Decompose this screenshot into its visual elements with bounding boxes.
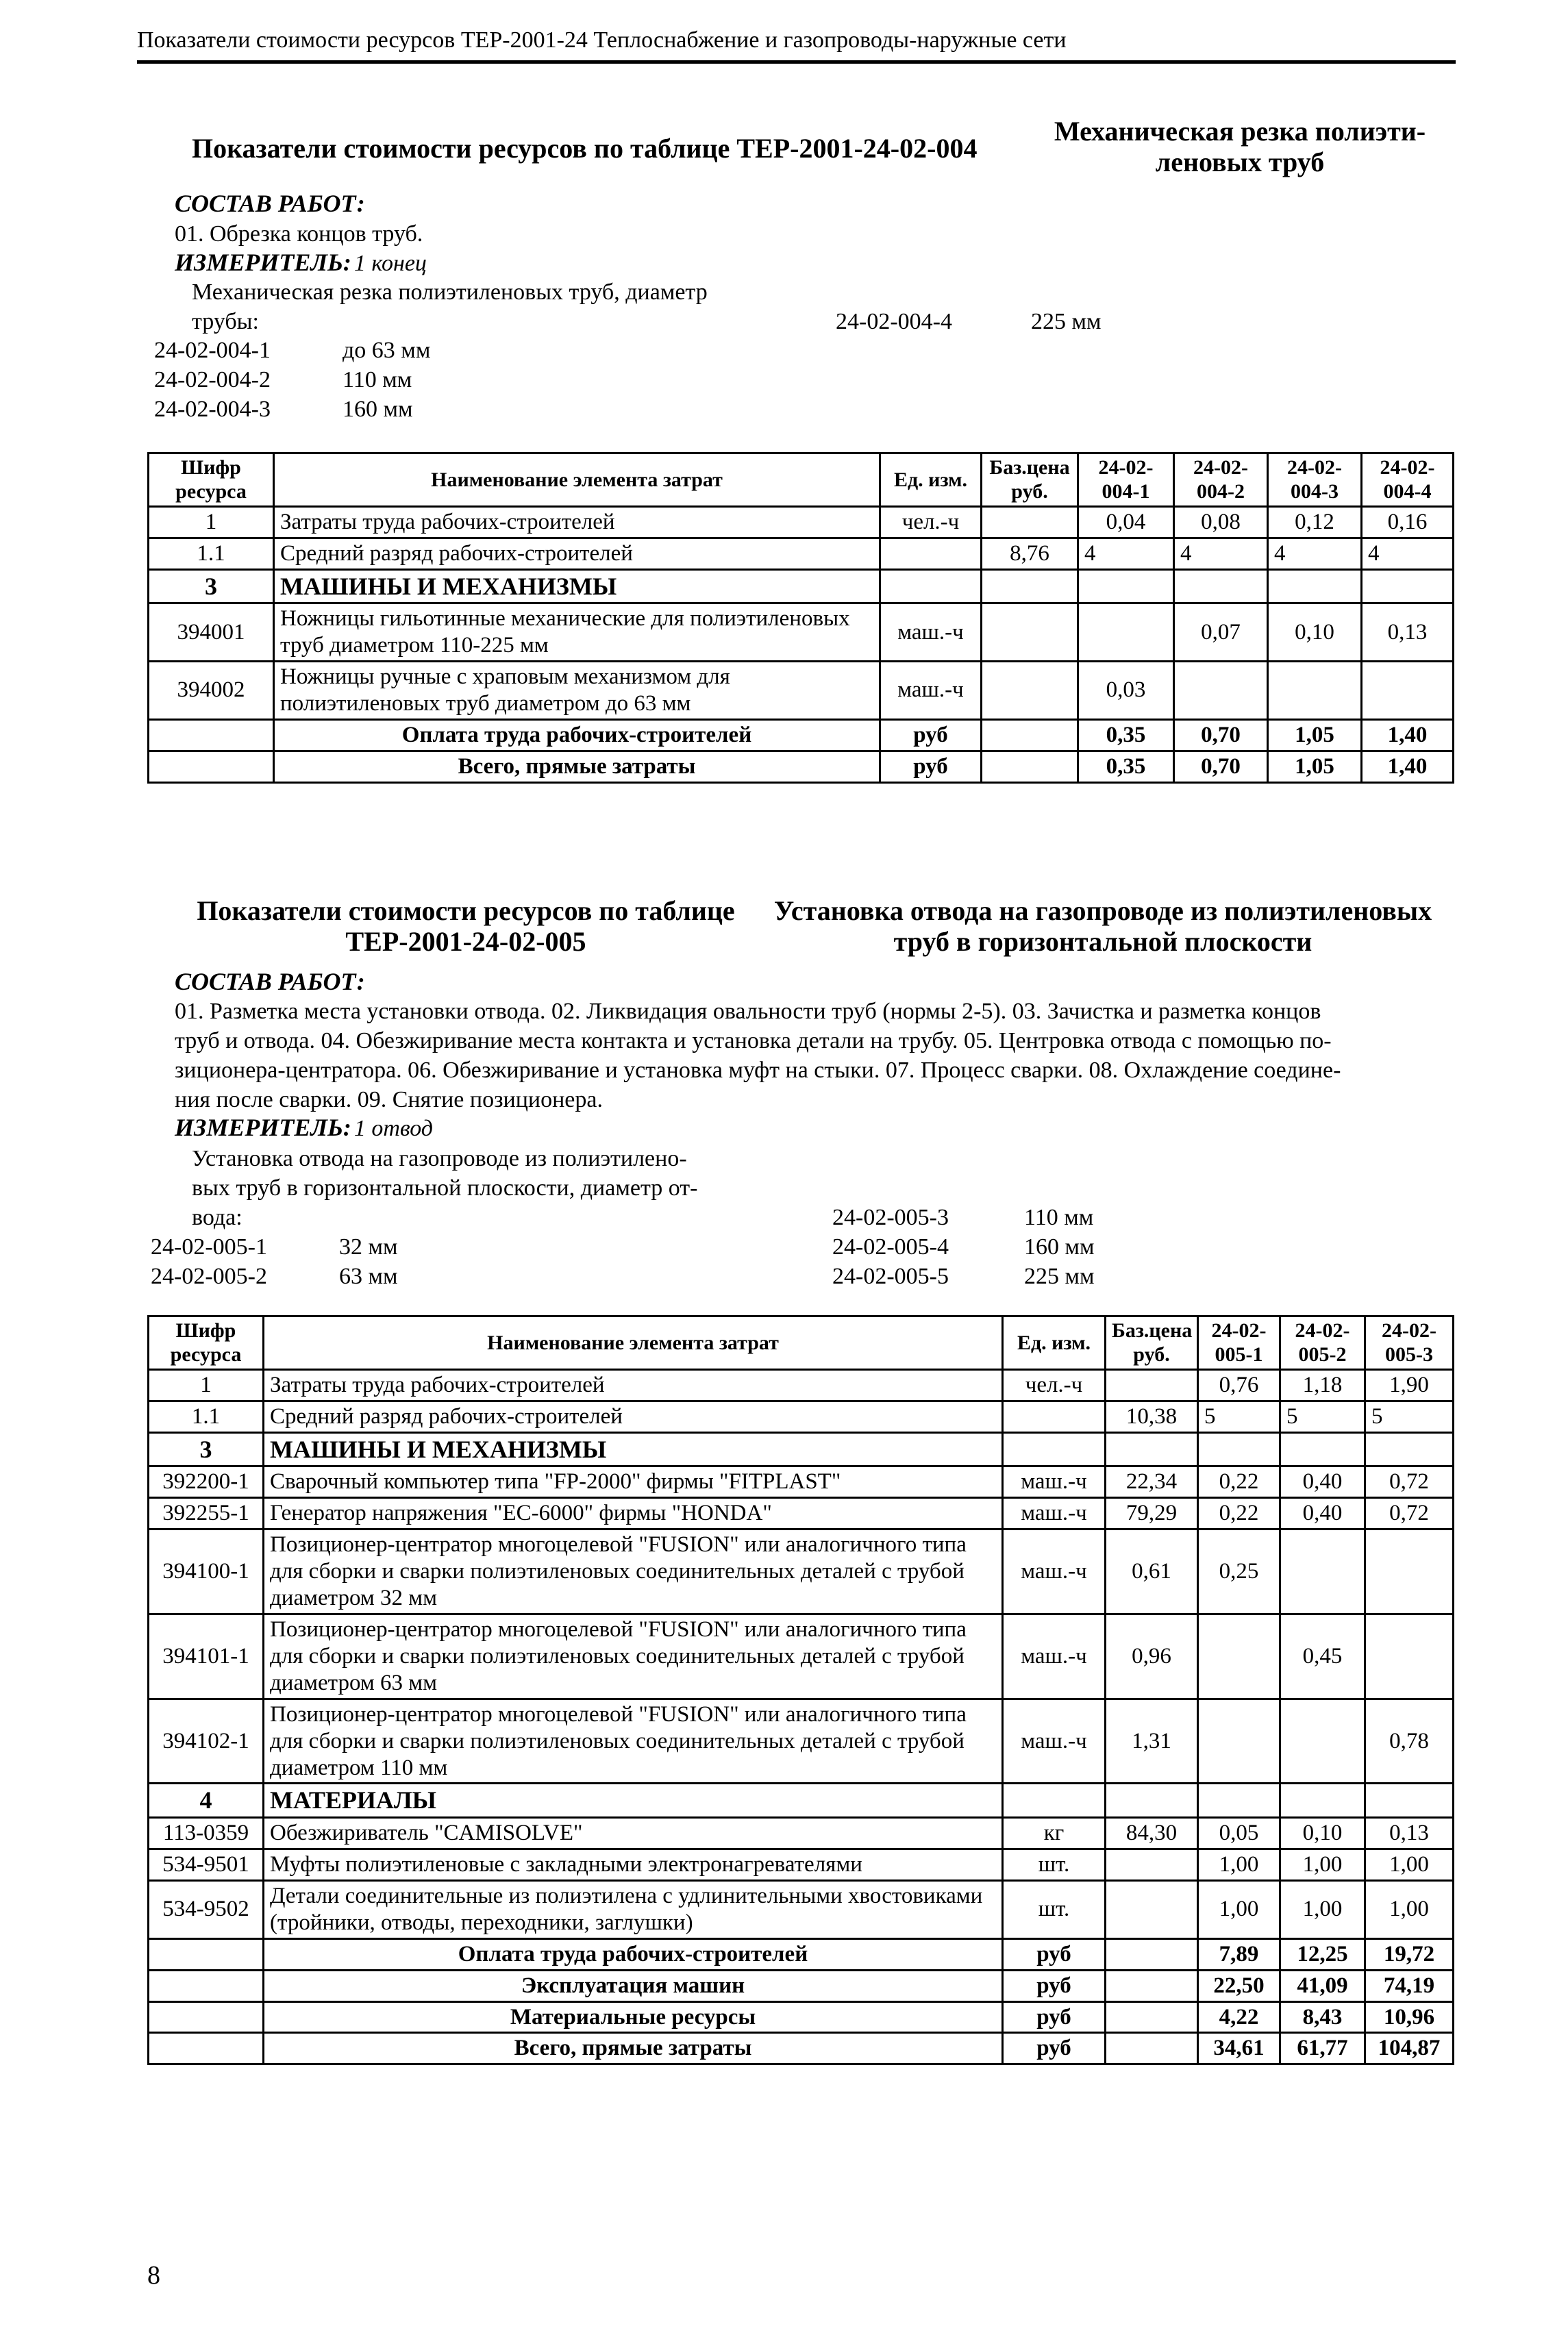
cell-value: 0,16 bbox=[1362, 506, 1454, 538]
section2-work-line2: труб и отвода. 04. Обезжиривание места контакта и установка детали на трубу. 05. Центровка отвода с помощью по- bbox=[175, 1028, 1332, 1053]
cell-code: 1 bbox=[149, 506, 274, 538]
section2-code-3-value: 110 мм bbox=[1024, 1205, 1094, 1230]
cell-price bbox=[1106, 2001, 1198, 2033]
cell-code: 3 bbox=[149, 1432, 264, 1466]
col-header-norm-2: 24-02-004-2 bbox=[1174, 453, 1268, 507]
running-header: Показатели стоимости ресурсов ТЕР-2001-24 Теплоснабжение и газопроводы-наружные сети bbox=[137, 27, 1067, 53]
section1-code-4: 24-02-004-4 bbox=[836, 309, 952, 334]
cell-name: Оплата труда рабочих-строителей bbox=[274, 719, 880, 751]
section2-cost-table bbox=[147, 1315, 1454, 2065]
cell-unit: руб bbox=[1003, 2033, 1106, 2064]
cell-price bbox=[1106, 2033, 1198, 2064]
cell-unit: руб bbox=[880, 751, 982, 782]
section2-work-label: СОСТАВ РАБОТ: bbox=[175, 968, 365, 995]
cell-value bbox=[1198, 1614, 1280, 1699]
cell-code: 392200-1 bbox=[149, 1466, 264, 1498]
cell-price bbox=[982, 751, 1078, 782]
cell-price bbox=[982, 506, 1078, 538]
cell-name: Эксплуатация машин bbox=[264, 1970, 1003, 2001]
col-header-unit: Ед. изм. bbox=[880, 453, 982, 507]
cell-unit bbox=[1003, 1432, 1106, 1466]
section1-meter-label: ИЗМЕРИТЕЛЬ: bbox=[175, 249, 351, 276]
col-header-norm-3: 24-02-005-3 bbox=[1365, 1316, 1454, 1370]
cell-value: 104,87 bbox=[1365, 2033, 1454, 2064]
cell-name: Позиционер-центратор многоцелевой "FUSION" или аналогичного типа для сборки и сварки полиэтиленовых соединительных деталей с трубой диаметром 32 мм bbox=[264, 1529, 1003, 1614]
section2-meter-label: ИЗМЕРИТЕЛЬ: bbox=[175, 1114, 351, 1141]
cell-unit: руб bbox=[1003, 1938, 1106, 1970]
cell-value: 0,72 bbox=[1365, 1466, 1454, 1498]
cell-name: Средний разряд рабочих-строителей bbox=[274, 538, 880, 569]
cell-price: 79,29 bbox=[1106, 1498, 1198, 1529]
cell-value: 0,05 bbox=[1198, 1817, 1280, 1849]
table-header-row bbox=[149, 1316, 1454, 1370]
cell-price bbox=[1106, 1970, 1198, 2001]
cell-value: 4,22 bbox=[1198, 2001, 1280, 2033]
section1-work-text: 01. Обрезка концов труб. bbox=[175, 221, 423, 247]
cell-value: 0,07 bbox=[1174, 603, 1268, 662]
cell-unit: маш.-ч bbox=[880, 662, 982, 720]
section2-desc-line1: Установка отвода на газопроводе из полиэтилено- bbox=[192, 1146, 687, 1171]
cell-name: Затраты труда рабочих-строителей bbox=[264, 1369, 1003, 1401]
cell-value: 1,18 bbox=[1280, 1369, 1365, 1401]
cell-value: 0,78 bbox=[1365, 1699, 1454, 1784]
cell-unit: маш.-ч bbox=[1003, 1529, 1106, 1614]
section1-meter-value: 1 конец bbox=[353, 251, 427, 276]
cell-value bbox=[1174, 662, 1268, 720]
cell-price: 8,76 bbox=[982, 538, 1078, 569]
cell-code bbox=[149, 1970, 264, 2001]
cell-unit bbox=[880, 569, 982, 603]
cell-value: 5 bbox=[1280, 1401, 1365, 1432]
table-row-category bbox=[149, 569, 1454, 603]
cell-value: 1,00 bbox=[1280, 1849, 1365, 1880]
cell-name: Средний разряд рабочих-строителей bbox=[264, 1401, 1003, 1432]
table-row bbox=[149, 1614, 1454, 1699]
cell-value bbox=[1174, 569, 1268, 603]
cell-value: 0,35 bbox=[1078, 751, 1174, 782]
header-rule bbox=[137, 60, 1456, 64]
section1-work-label: СОСТАВ РАБОТ: bbox=[175, 190, 365, 217]
table-row bbox=[149, 538, 1454, 569]
table-row bbox=[149, 1849, 1454, 1880]
cell-unit: шт. bbox=[1003, 1880, 1106, 1938]
cell-unit: чел.-ч bbox=[1003, 1369, 1106, 1401]
cell-code: 394102-1 bbox=[149, 1699, 264, 1784]
section2-right-title-line1: Установка отвода на газопроводе из полиэтиленовых bbox=[773, 895, 1432, 926]
section2-code-5: 24-02-005-5 bbox=[832, 1264, 949, 1289]
cell-code: 392255-1 bbox=[149, 1498, 264, 1529]
table-row-category bbox=[149, 1432, 1454, 1466]
table-row bbox=[149, 662, 1454, 720]
col-header-norm-3: 24-02-004-3 bbox=[1268, 453, 1362, 507]
cell-value: 0,76 bbox=[1198, 1369, 1280, 1401]
cell-name: Затраты труда рабочих-строителей bbox=[274, 506, 880, 538]
cell-unit bbox=[1003, 1784, 1106, 1817]
cell-name: Позиционер-центратор многоцелевой "FUSION" или аналогичного типа для сборки и сварки полиэтиленовых соединительных деталей с трубой диаметром 110 мм bbox=[264, 1699, 1003, 1784]
table-row bbox=[149, 1401, 1454, 1432]
cell-unit: руб bbox=[880, 719, 982, 751]
cell-value: 74,19 bbox=[1365, 1970, 1454, 2001]
cell-value: 7,89 bbox=[1198, 1938, 1280, 1970]
cell-value: 1,40 bbox=[1362, 751, 1454, 782]
section1-code-1-value: до 63 мм bbox=[343, 338, 431, 363]
cell-value: 0,22 bbox=[1198, 1466, 1280, 1498]
cell-code: 1.1 bbox=[149, 1401, 264, 1432]
cell-name: МАТЕРИАЛЫ bbox=[264, 1784, 1003, 1817]
cell-price: 0,96 bbox=[1106, 1614, 1198, 1699]
table-row bbox=[149, 603, 1454, 662]
cell-price bbox=[1106, 1849, 1198, 1880]
table-row bbox=[149, 1880, 1454, 1938]
cell-code bbox=[149, 2033, 264, 2064]
cell-price bbox=[1106, 1369, 1198, 1401]
cell-code: 1 bbox=[149, 1369, 264, 1401]
cell-value: 0,03 bbox=[1078, 662, 1174, 720]
cell-value: 0,70 bbox=[1174, 751, 1268, 782]
table-row bbox=[149, 1817, 1454, 1849]
cell-value: 1,00 bbox=[1365, 1880, 1454, 1938]
cell-value: 5 bbox=[1198, 1401, 1280, 1432]
cell-code: 4 bbox=[149, 1784, 264, 1817]
cell-name: Муфты полиэтиленовые с закладными электронагревателями bbox=[264, 1849, 1003, 1880]
cell-code: 394001 bbox=[149, 603, 274, 662]
cell-value bbox=[1078, 569, 1174, 603]
cell-value: 8,43 bbox=[1280, 2001, 1365, 2033]
section1-code-3-value: 160 мм bbox=[343, 397, 413, 422]
table-row-total bbox=[149, 1970, 1454, 2001]
cell-value: 4 bbox=[1174, 538, 1268, 569]
section2-code-4-value: 160 мм bbox=[1024, 1234, 1095, 1260]
table-row-total bbox=[149, 2033, 1454, 2064]
section1-code-4-value: 225 мм bbox=[1031, 309, 1102, 334]
cell-code bbox=[149, 1938, 264, 1970]
cell-value: 5 bbox=[1365, 1401, 1454, 1432]
section2-code-1-value: 32 мм bbox=[339, 1234, 398, 1260]
cell-name: МАШИНЫ И МЕХАНИЗМЫ bbox=[274, 569, 880, 603]
cell-code: 394100-1 bbox=[149, 1529, 264, 1614]
section1-cost-table bbox=[147, 452, 1454, 784]
cell-value: 0,70 bbox=[1174, 719, 1268, 751]
cell-value: 0,45 bbox=[1280, 1614, 1365, 1699]
section2-right-title-line2: труб в горизонтальной плоскости bbox=[893, 925, 1312, 957]
section1-desc-line1: Механическая резка полиэтиленовых труб, диаметр bbox=[192, 279, 708, 305]
cell-price bbox=[982, 719, 1078, 751]
cell-value: 22,50 bbox=[1198, 1970, 1280, 2001]
cell-value bbox=[1365, 1432, 1454, 1466]
cell-unit: маш.-ч bbox=[1003, 1466, 1106, 1498]
cell-value: 10,96 bbox=[1365, 2001, 1454, 2033]
table-row-total bbox=[149, 719, 1454, 751]
cell-value: 1,05 bbox=[1268, 751, 1362, 782]
section2-work-line4: ния после сварки. 09. Снятие позиционера. bbox=[175, 1087, 603, 1112]
cell-price bbox=[982, 569, 1078, 603]
table-row-total bbox=[149, 1938, 1454, 1970]
cell-value: 0,10 bbox=[1280, 1817, 1365, 1849]
col-header-code: Шифр ресурса bbox=[149, 453, 274, 507]
cell-value: 1,05 bbox=[1268, 719, 1362, 751]
cell-value: 0,13 bbox=[1365, 1817, 1454, 1849]
cell-value: 0,22 bbox=[1198, 1498, 1280, 1529]
cell-name: Ножницы гильотинные механические для полиэтиленовых труб диаметром 110-225 мм bbox=[274, 603, 880, 662]
cell-code: 534-9501 bbox=[149, 1849, 264, 1880]
section1-code-2: 24-02-004-2 bbox=[154, 367, 271, 392]
cell-value: 0,35 bbox=[1078, 719, 1174, 751]
col-header-price: Баз.цена руб. bbox=[1106, 1316, 1198, 1370]
section2-title-line1: Показатели стоимости ресурсов по таблице bbox=[197, 895, 735, 926]
cell-value bbox=[1365, 1529, 1454, 1614]
section1-code-2-value: 110 мм bbox=[343, 367, 412, 392]
cell-value: 1,40 bbox=[1362, 719, 1454, 751]
cell-value bbox=[1198, 1784, 1280, 1817]
cell-value bbox=[1198, 1432, 1280, 1466]
cell-value bbox=[1365, 1784, 1454, 1817]
cell-code: 1.1 bbox=[149, 538, 274, 569]
cell-value: 34,61 bbox=[1198, 2033, 1280, 2064]
cell-value: 41,09 bbox=[1280, 1970, 1365, 2001]
cell-unit: кг bbox=[1003, 1817, 1106, 1849]
cell-price bbox=[1106, 1938, 1198, 1970]
cell-code: 534-9502 bbox=[149, 1880, 264, 1938]
cell-unit bbox=[880, 538, 982, 569]
cell-value: 4 bbox=[1362, 538, 1454, 569]
cell-price: 22,34 bbox=[1106, 1466, 1198, 1498]
cell-name: Ножницы ручные с храповым механизмом для полиэтиленовых труб диаметром до 63 мм bbox=[274, 662, 880, 720]
page-number: 8 bbox=[147, 2261, 160, 2290]
col-header-code: Шифр ресурса bbox=[149, 1316, 264, 1370]
cell-name: Генератор напряжения "EC-6000" фирмы "HONDA" bbox=[264, 1498, 1003, 1529]
cell-value bbox=[1280, 1784, 1365, 1817]
section1-right-title bbox=[1028, 116, 1452, 178]
cell-name: Детали соединительные из полиэтилена с удлинительными хвостовиками (тройники, отводы, переходники, заглушки) bbox=[264, 1880, 1003, 1938]
cell-code: 394002 bbox=[149, 662, 274, 720]
cell-value bbox=[1268, 569, 1362, 603]
cell-value: 0,25 bbox=[1198, 1529, 1280, 1614]
cell-value: 19,72 bbox=[1365, 1938, 1454, 1970]
cell-value: 0,13 bbox=[1362, 603, 1454, 662]
cell-price: 84,30 bbox=[1106, 1817, 1198, 1849]
table-row bbox=[149, 1498, 1454, 1529]
table-row-total bbox=[149, 751, 1454, 782]
section1-meter bbox=[175, 248, 427, 279]
cell-value: 0,12 bbox=[1268, 506, 1362, 538]
col-header-name: Наименование элемента затрат bbox=[264, 1316, 1003, 1370]
cell-code: 3 bbox=[149, 569, 274, 603]
section1-title: Показатели стоимости ресурсов по таблице ТЕР-2001-24-02-004 bbox=[192, 133, 978, 164]
cell-unit: шт. bbox=[1003, 1849, 1106, 1880]
cell-value: 0,40 bbox=[1280, 1466, 1365, 1498]
cell-value: 61,77 bbox=[1280, 2033, 1365, 2064]
section2-meter bbox=[175, 1113, 433, 1144]
section2-code-3: 24-02-005-3 bbox=[832, 1205, 949, 1230]
cell-value: 1,00 bbox=[1280, 1880, 1365, 1938]
section2-code-1: 24-02-005-1 bbox=[151, 1234, 267, 1260]
section2-code-2-value: 63 мм bbox=[339, 1264, 398, 1289]
cell-value bbox=[1362, 569, 1454, 603]
section1-code-3: 24-02-004-3 bbox=[154, 397, 271, 422]
cell-code bbox=[149, 2001, 264, 2033]
table-row bbox=[149, 1466, 1454, 1498]
cell-code: 394101-1 bbox=[149, 1614, 264, 1699]
table-row-total bbox=[149, 2001, 1454, 2033]
cell-value: 4 bbox=[1268, 538, 1362, 569]
cell-value bbox=[1280, 1432, 1365, 1466]
cell-value: 0,04 bbox=[1078, 506, 1174, 538]
cell-price: 0,61 bbox=[1106, 1529, 1198, 1614]
cell-value: 1,90 bbox=[1365, 1369, 1454, 1401]
cell-value: 4 bbox=[1078, 538, 1174, 569]
cell-unit: руб bbox=[1003, 1970, 1106, 2001]
section2-meter-value: 1 отвод bbox=[353, 1116, 433, 1141]
cell-unit: маш.-ч bbox=[1003, 1614, 1106, 1699]
cell-name: Всего, прямые затраты bbox=[274, 751, 880, 782]
cell-value: 0,10 bbox=[1268, 603, 1362, 662]
section2-desc-line2: вых труб в горизонтальной плоскости, диаметр от- bbox=[192, 1175, 698, 1201]
col-header-price: Баз.цена руб. bbox=[982, 453, 1078, 507]
cell-value bbox=[1280, 1699, 1365, 1784]
cell-name: Позиционер-центратор многоцелевой "FUSION" или аналогичного типа для сборки и сварки полиэтиленовых соединительных деталей с трубой диаметром 63 мм bbox=[264, 1614, 1003, 1699]
section2-title-line2: ТЕР-2001-24-02-005 bbox=[345, 925, 586, 957]
cell-value: 0,08 bbox=[1174, 506, 1268, 538]
cell-name: МАШИНЫ И МЕХАНИЗМЫ bbox=[264, 1432, 1003, 1466]
cell-value: 0,72 bbox=[1365, 1498, 1454, 1529]
section2-title bbox=[171, 896, 760, 958]
cell-value bbox=[1198, 1699, 1280, 1784]
cell-value bbox=[1268, 662, 1362, 720]
table-row bbox=[149, 1529, 1454, 1614]
cell-name: Всего, прямые затраты bbox=[264, 2033, 1003, 2064]
cell-value: 12,25 bbox=[1280, 1938, 1365, 1970]
cell-unit: маш.-ч bbox=[1003, 1498, 1106, 1529]
col-header-unit: Ед. изм. bbox=[1003, 1316, 1106, 1370]
section2-code-5-value: 225 мм bbox=[1024, 1264, 1095, 1289]
table-row bbox=[149, 506, 1454, 538]
cell-name: Оплата труда рабочих-строителей bbox=[264, 1938, 1003, 1970]
cell-value: 1,00 bbox=[1198, 1849, 1280, 1880]
cell-price: 1,31 bbox=[1106, 1699, 1198, 1784]
section1-right-title-line2: леновых труб bbox=[1155, 146, 1325, 177]
cell-unit: маш.-ч bbox=[880, 603, 982, 662]
cell-name: Сварочный компьютер типа "FP-2000" фирмы "FITPLAST" bbox=[264, 1466, 1003, 1498]
cell-value bbox=[1280, 1529, 1365, 1614]
section2-work-line1: 01. Разметка места установки отвода. 02. Ликвидация овальности труб (нормы 2-5). 03. Зачистка и разметка концов bbox=[175, 999, 1321, 1024]
cell-unit: руб bbox=[1003, 2001, 1106, 2033]
cell-value bbox=[1362, 662, 1454, 720]
cell-code: 113-0359 bbox=[149, 1817, 264, 1849]
cell-unit bbox=[1003, 1401, 1106, 1432]
section2-code-2: 24-02-005-2 bbox=[151, 1264, 267, 1289]
col-header-norm-1: 24-02-005-1 bbox=[1198, 1316, 1280, 1370]
cell-price bbox=[982, 603, 1078, 662]
cell-code bbox=[149, 719, 274, 751]
col-header-norm-2: 24-02-005-2 bbox=[1280, 1316, 1365, 1370]
cell-value bbox=[1078, 603, 1174, 662]
cell-price bbox=[1106, 1784, 1198, 1817]
cell-price bbox=[1106, 1432, 1198, 1466]
table-header-row bbox=[149, 453, 1454, 507]
section1-desc-line2: трубы: bbox=[192, 309, 259, 334]
cell-unit: чел.-ч bbox=[880, 506, 982, 538]
section1-code-1: 24-02-004-1 bbox=[154, 338, 271, 363]
col-header-name: Наименование элемента затрат bbox=[274, 453, 880, 507]
col-header-norm-4: 24-02-004-4 bbox=[1362, 453, 1454, 507]
cell-price: 10,38 bbox=[1106, 1401, 1198, 1432]
table-row-category bbox=[149, 1784, 1454, 1817]
section2-right-title bbox=[754, 896, 1452, 958]
cell-value bbox=[1365, 1614, 1454, 1699]
cell-price bbox=[1106, 1880, 1198, 1938]
table-row bbox=[149, 1369, 1454, 1401]
table-row bbox=[149, 1699, 1454, 1784]
cell-value: 1,00 bbox=[1365, 1849, 1454, 1880]
col-header-norm-1: 24-02-004-1 bbox=[1078, 453, 1174, 507]
cell-value: 1,00 bbox=[1198, 1880, 1280, 1938]
cell-name: Обезжириватель "CAMISOLVE" bbox=[264, 1817, 1003, 1849]
cell-code bbox=[149, 751, 274, 782]
cell-unit: маш.-ч bbox=[1003, 1699, 1106, 1784]
section2-code-4: 24-02-005-4 bbox=[832, 1234, 949, 1260]
cell-value: 0,40 bbox=[1280, 1498, 1365, 1529]
section2-work-line3: зиционера-центратора. 06. Обезжиривание и установка муфт на стыки. 07. Процесс сварки. 08. Охлаждение соедине- bbox=[175, 1058, 1341, 1083]
cell-name: Материальные ресурсы bbox=[264, 2001, 1003, 2033]
section2-desc-line3: вода: bbox=[192, 1205, 242, 1230]
cell-price bbox=[982, 662, 1078, 720]
section1-right-title-line1: Механическая резка полиэти- bbox=[1054, 116, 1426, 147]
